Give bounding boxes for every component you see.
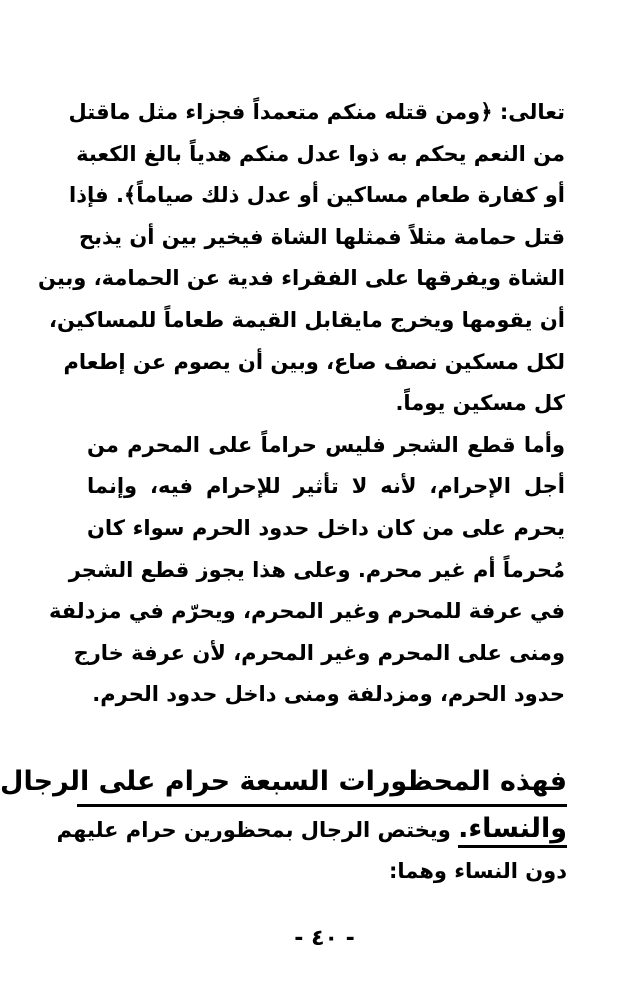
section-heading-line-2 bbox=[56, 807, 567, 851]
body-line-11: يحرم على من كان داخل حدود الحرم سواء كان bbox=[87, 515, 565, 540]
body-continuation: ويختص الرجال بمحظورين حرام عليهم bbox=[56, 818, 459, 842]
body-line-12: مُحرماً أم غير محرم. وعلى هذا يجوز قطع الشجر bbox=[68, 557, 565, 582]
body-line-1: تعالى: ﴿ومن قتله منكم متعمداً فجزاء مثل ماقتل bbox=[68, 100, 565, 124]
body-tail-line: دون النساء وهما: bbox=[389, 859, 567, 883]
body-text bbox=[37, 92, 565, 716]
body-line-7: لكل مسكين نصف صاع، وبين أن يصوم عن إطعام bbox=[63, 349, 565, 374]
section-heading-block bbox=[0, 760, 567, 891]
body-line-10: أجل الإحرام، لأنه لا تأثير للإحرام فيه، وإنما bbox=[87, 474, 565, 499]
body-line-6: أن يقومها ويخرج مايقابل القيمة طعاماً للمساكين، bbox=[48, 307, 565, 332]
body-line-15: حدود الحرم، ومزدلفة ومنى داخل حدود الحرم. bbox=[92, 682, 565, 707]
section-heading-line-1: فهذه المحظورات السبعة حرام على الرجال bbox=[77, 760, 567, 807]
body-line-13: في عرفة للمحرم وغير المحرم، ويحرّم في مزدلفة bbox=[48, 599, 565, 624]
section-heading-end: والنساء. bbox=[458, 813, 567, 848]
body-line-2: من النعم يحكم به ذوا عدل منكم هدياً بالغ الكعبة bbox=[76, 141, 565, 166]
body-line-8: كل مسكين يوماً. bbox=[395, 391, 565, 416]
page-number: - ٤٠ - bbox=[294, 926, 355, 951]
body-line-3: أو كفارة طعام مساكين أو عدل ذلك صياماً﴾. فإذا bbox=[69, 183, 565, 208]
body-line-5: الشاة ويفرقها على الفقراء فدية عن الحمامة، وبين bbox=[37, 266, 565, 291]
body-line-9: وأما قطع الشجر فليس حراماً على المحرم من bbox=[87, 432, 565, 457]
body-line-14: ومنى على المحرم وغير المحرم، لأن عرفة خارج bbox=[73, 640, 565, 665]
body-line-4: قتل حمامة مثلاً فمثلها الشاة فيخير بين أن يذبح bbox=[79, 224, 565, 249]
